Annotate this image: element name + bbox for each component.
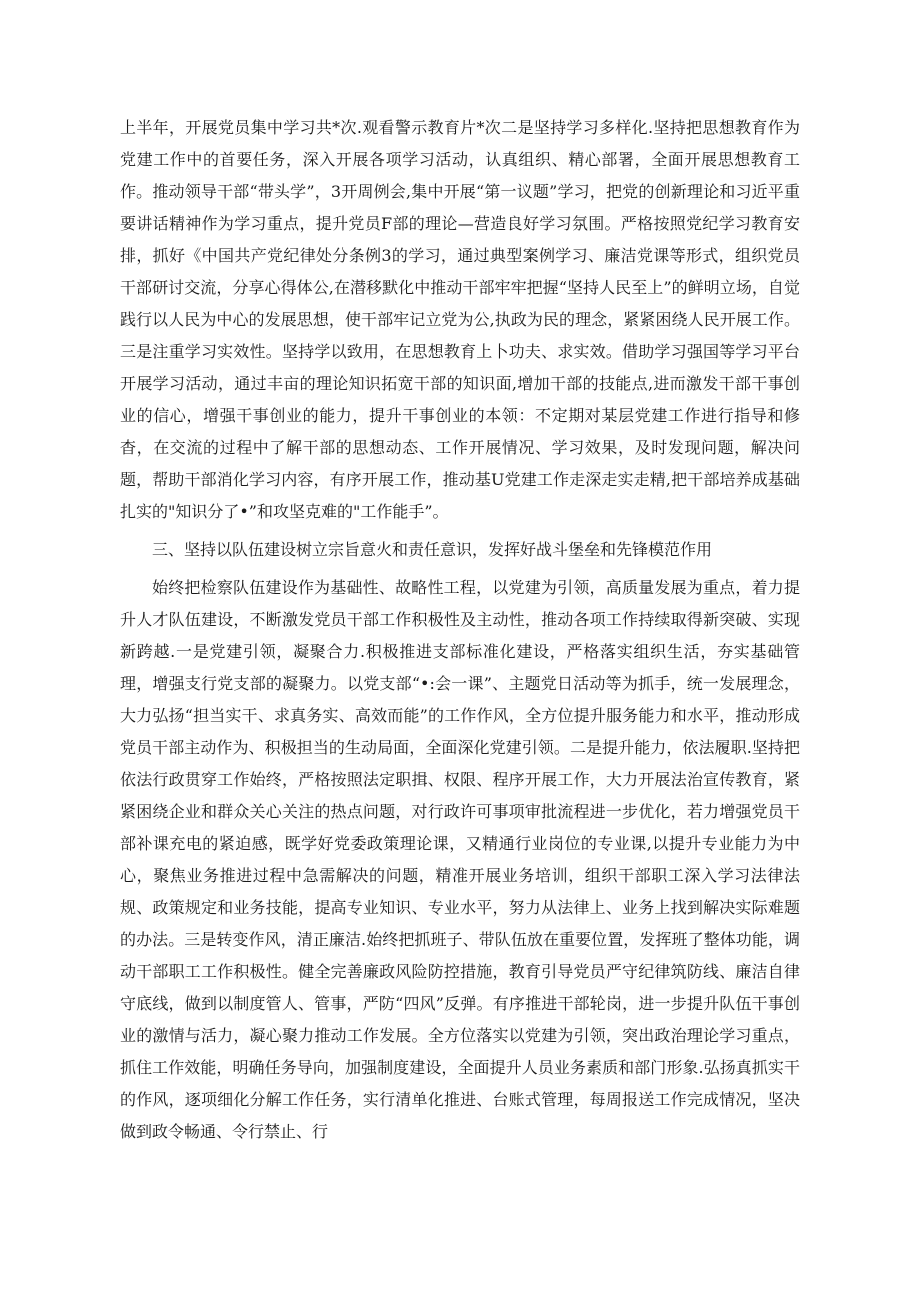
document-page	[120, 112, 800, 1148]
body-paragraph-1: 上半年，开展党员集中学习共*次.观看警示教育片*次二是坚持学习多样化.坚持把思想教育作为党建工作中的首要任务，深入开展各项学习活动，认真组织、精心部署，全面开展思想教育工作。推动领导干部“带头学”，3开周例会,集中开展“第一议题”学习，把党的创新理论和习近平重要讲话精神作为学习重点，提升党员F部的理论—营造良好学习氛围。严格按照党纪学习教育安排，抓好《中国共产党纪律处分条例3的学习，通过典型案例学习、廉洁党课等形式，组织党员干部研讨交流，分享心得体公,在潜移默化中推动干部牢牢把握“坚持人民至上”的鲜明立场，自觉践行以人民为中心的发展思想，使干部牢记立党为公,执政为民的理念，紧紧困绕人民开展工作。三是注重学习实效性。坚持学以致用，在思想教育上卜功夫、求实效。借助学习强国等学习平台开展学习活动，通过丰亩的理论知识拓宽干部的知识面,增加干部的技能点,进而激发干部干事创业的信心，增强干事创业的能力，提升干事创业的本领：不定期对某层党建工作进行指导和修杳，在交流的过程中了解干部的思想动态、工作开展情况、学习效果，及时发现问题，解决问题，帮助干部消化学习内容，有序开展工作，推动基U党建工作走深走实走精,把干部培养成基础扎实的"知识分了•”和攻坚克难的"工作能手”。	[120, 118, 800, 521]
section-heading-3: 三、坚持以队伍建设树立宗旨意火和责任意识，发挥好战斗堡垒和先锋模范作用	[152, 540, 713, 559]
body-paragraph-2: 始终把检察队伍建设作为基础性、故略性工程，以党建为引领，高质量发展为重点，着力提升人才队伍建设，不断激发党员干部工作积极性及主动性，推动各项工作持续取得新突破、实现新跨越.一是党建引领，凝聚合力.积极推进支部标准化建设，严格落实组织生活，夯实基础管理，增强支行党支部的凝聚力。以党支部“•:会一课”、主题党日活动等为抓手，统一发展理念，大力弘扬“担当实干、求真务实、高效而能”的工作作风，全方位提升服务能力和水平，推动形成党员干部主动作为、积极担当的生动局面，全面深化党建引领。二是提升能力，依法履职.坚持把依法行政贯穿工作始终，严格按照法定职揖、权限、程序开展工作，大力开展法治宣传教育，紧紧困绕企业和群众关心关注的热点问题，对行政许可事项审批流程进一步优化，若力增强党员干部补课充电的紧迫感，既学好党委政策理论课，又精通行业岗位的专业课,以提升专业能力为中心，聚焦业务推进过程中急需解决的问题，精准开展业务培训，组织干部职工深入学习法律法规、政策规定和业务技能，提高专业知识、专业水平，努力从法律上、业务上找到解决实际难题的办法。三是转变作风，清正廉洁.始终把抓班子、带队伍放在重要位置，发挥班了整体功能，调动干部职工工作积极性。健全完善廉政风险防控措施，教育引导党员严守纪律筑防线、廉洁自律守底线，做到以制度管人、管事，严防“四风”反弹。有序推进干部轮岗，进一步提升队伍干事创业的激情与活力，凝心聚力推动工作发展。全方位落实以党建为引领，突出政治理论学习重点，抓住工作效能，明确任务导向，加强制度建设，全面提升人员业务素质和部门形象.弘扬真抓实干的作风，逐项细化分解工作任务，实行清单化推进、台账式管理，每周报送工作完成情况，坚决做到政令畅通、令行禁止、行	[120, 578, 800, 1141]
